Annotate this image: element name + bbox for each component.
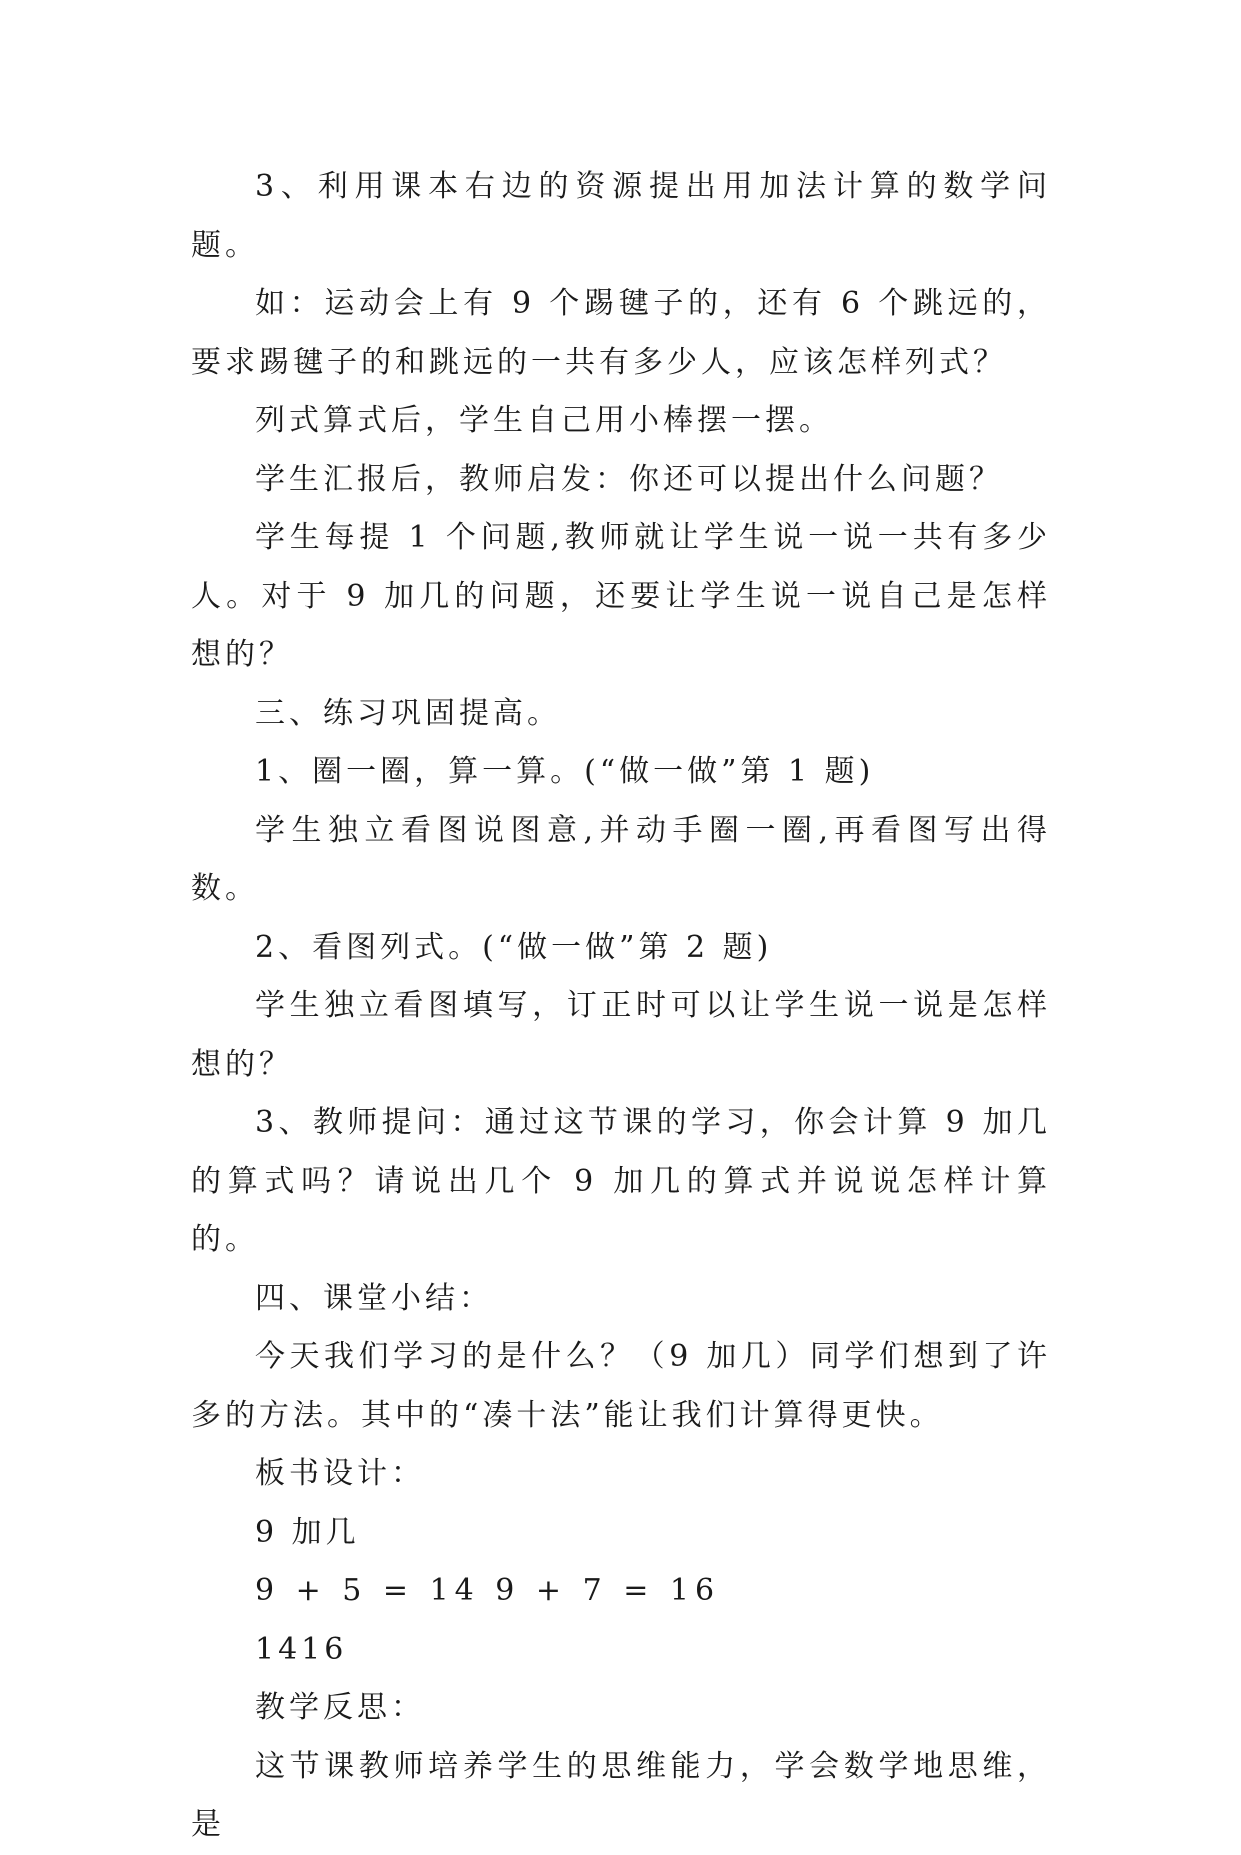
paragraph-reflection: 这节课教师培养学生的思维能力，学会数学地思维，是 (191, 1748, 1051, 1842)
paragraph-exercise-1-desc: 学生独立看图说图意,并动手圈一圈,再看图写出得数。 (191, 812, 1051, 906)
heading-reflection: 教学反思： (255, 1690, 425, 1725)
paragraph-exercise-2-desc: 学生独立看图填写，订正时可以让学生说一说是怎样想的？ (191, 988, 1051, 1082)
board-equations: 9 + 5 = 14 9 + 7 = 16 (255, 1573, 721, 1608)
paragraph-q3-resource: 3、利用课本右边的资源提出用加法计算的数学问题。 (191, 169, 1051, 263)
heading-summary: 四、课堂小结： (255, 1280, 493, 1316)
board-title: 9 加几 (255, 1514, 360, 1550)
board-results: 1416 (255, 1631, 348, 1667)
paragraph-exercise-2: 2、看图列式。(“做一做”第 2 题) (255, 929, 773, 965)
paragraph-sticks: 列式算式后，学生自己用小棒摆一摆。 (255, 403, 833, 438)
paragraph-teacher-question: 3、教师提问：通过这节课的学习，你会计算 9 加几的算式吗？请说出几个 9 加几的算式并说说怎样计算的。 (191, 1105, 1051, 1257)
paragraph-exercise-1: 1、圈一圈，算一算。(“做一做”第 1 题) (255, 754, 875, 789)
paragraph-student-questions: 学生每提 1 个问题,教师就让学生说一说一共有多少人。对于 9 加几的问题，还要让学生说一说自己是怎样想的？ (191, 520, 1051, 672)
paragraph-teacher-prompt: 学生汇报后，教师启发：你还可以提出什么问题？ (255, 461, 1003, 497)
heading-board-design: 板书设计： (255, 1456, 425, 1491)
document-body (191, 158, 1051, 1855)
paragraph-example-problem: 如：运动会上有 9 个踢毽子的，还有 6 个跳远的，要求踢毽子的和跳远的一共有多少人，应该怎样列式？ (191, 286, 1051, 380)
heading-practice: 三、练习巩固提高。 (255, 695, 561, 731)
paragraph-summary: 今天我们学习的是什么？（9 加几）同学们想到了许多的方法。其中的“凑十法”能让我们计算得更快。 (191, 1339, 1051, 1433)
